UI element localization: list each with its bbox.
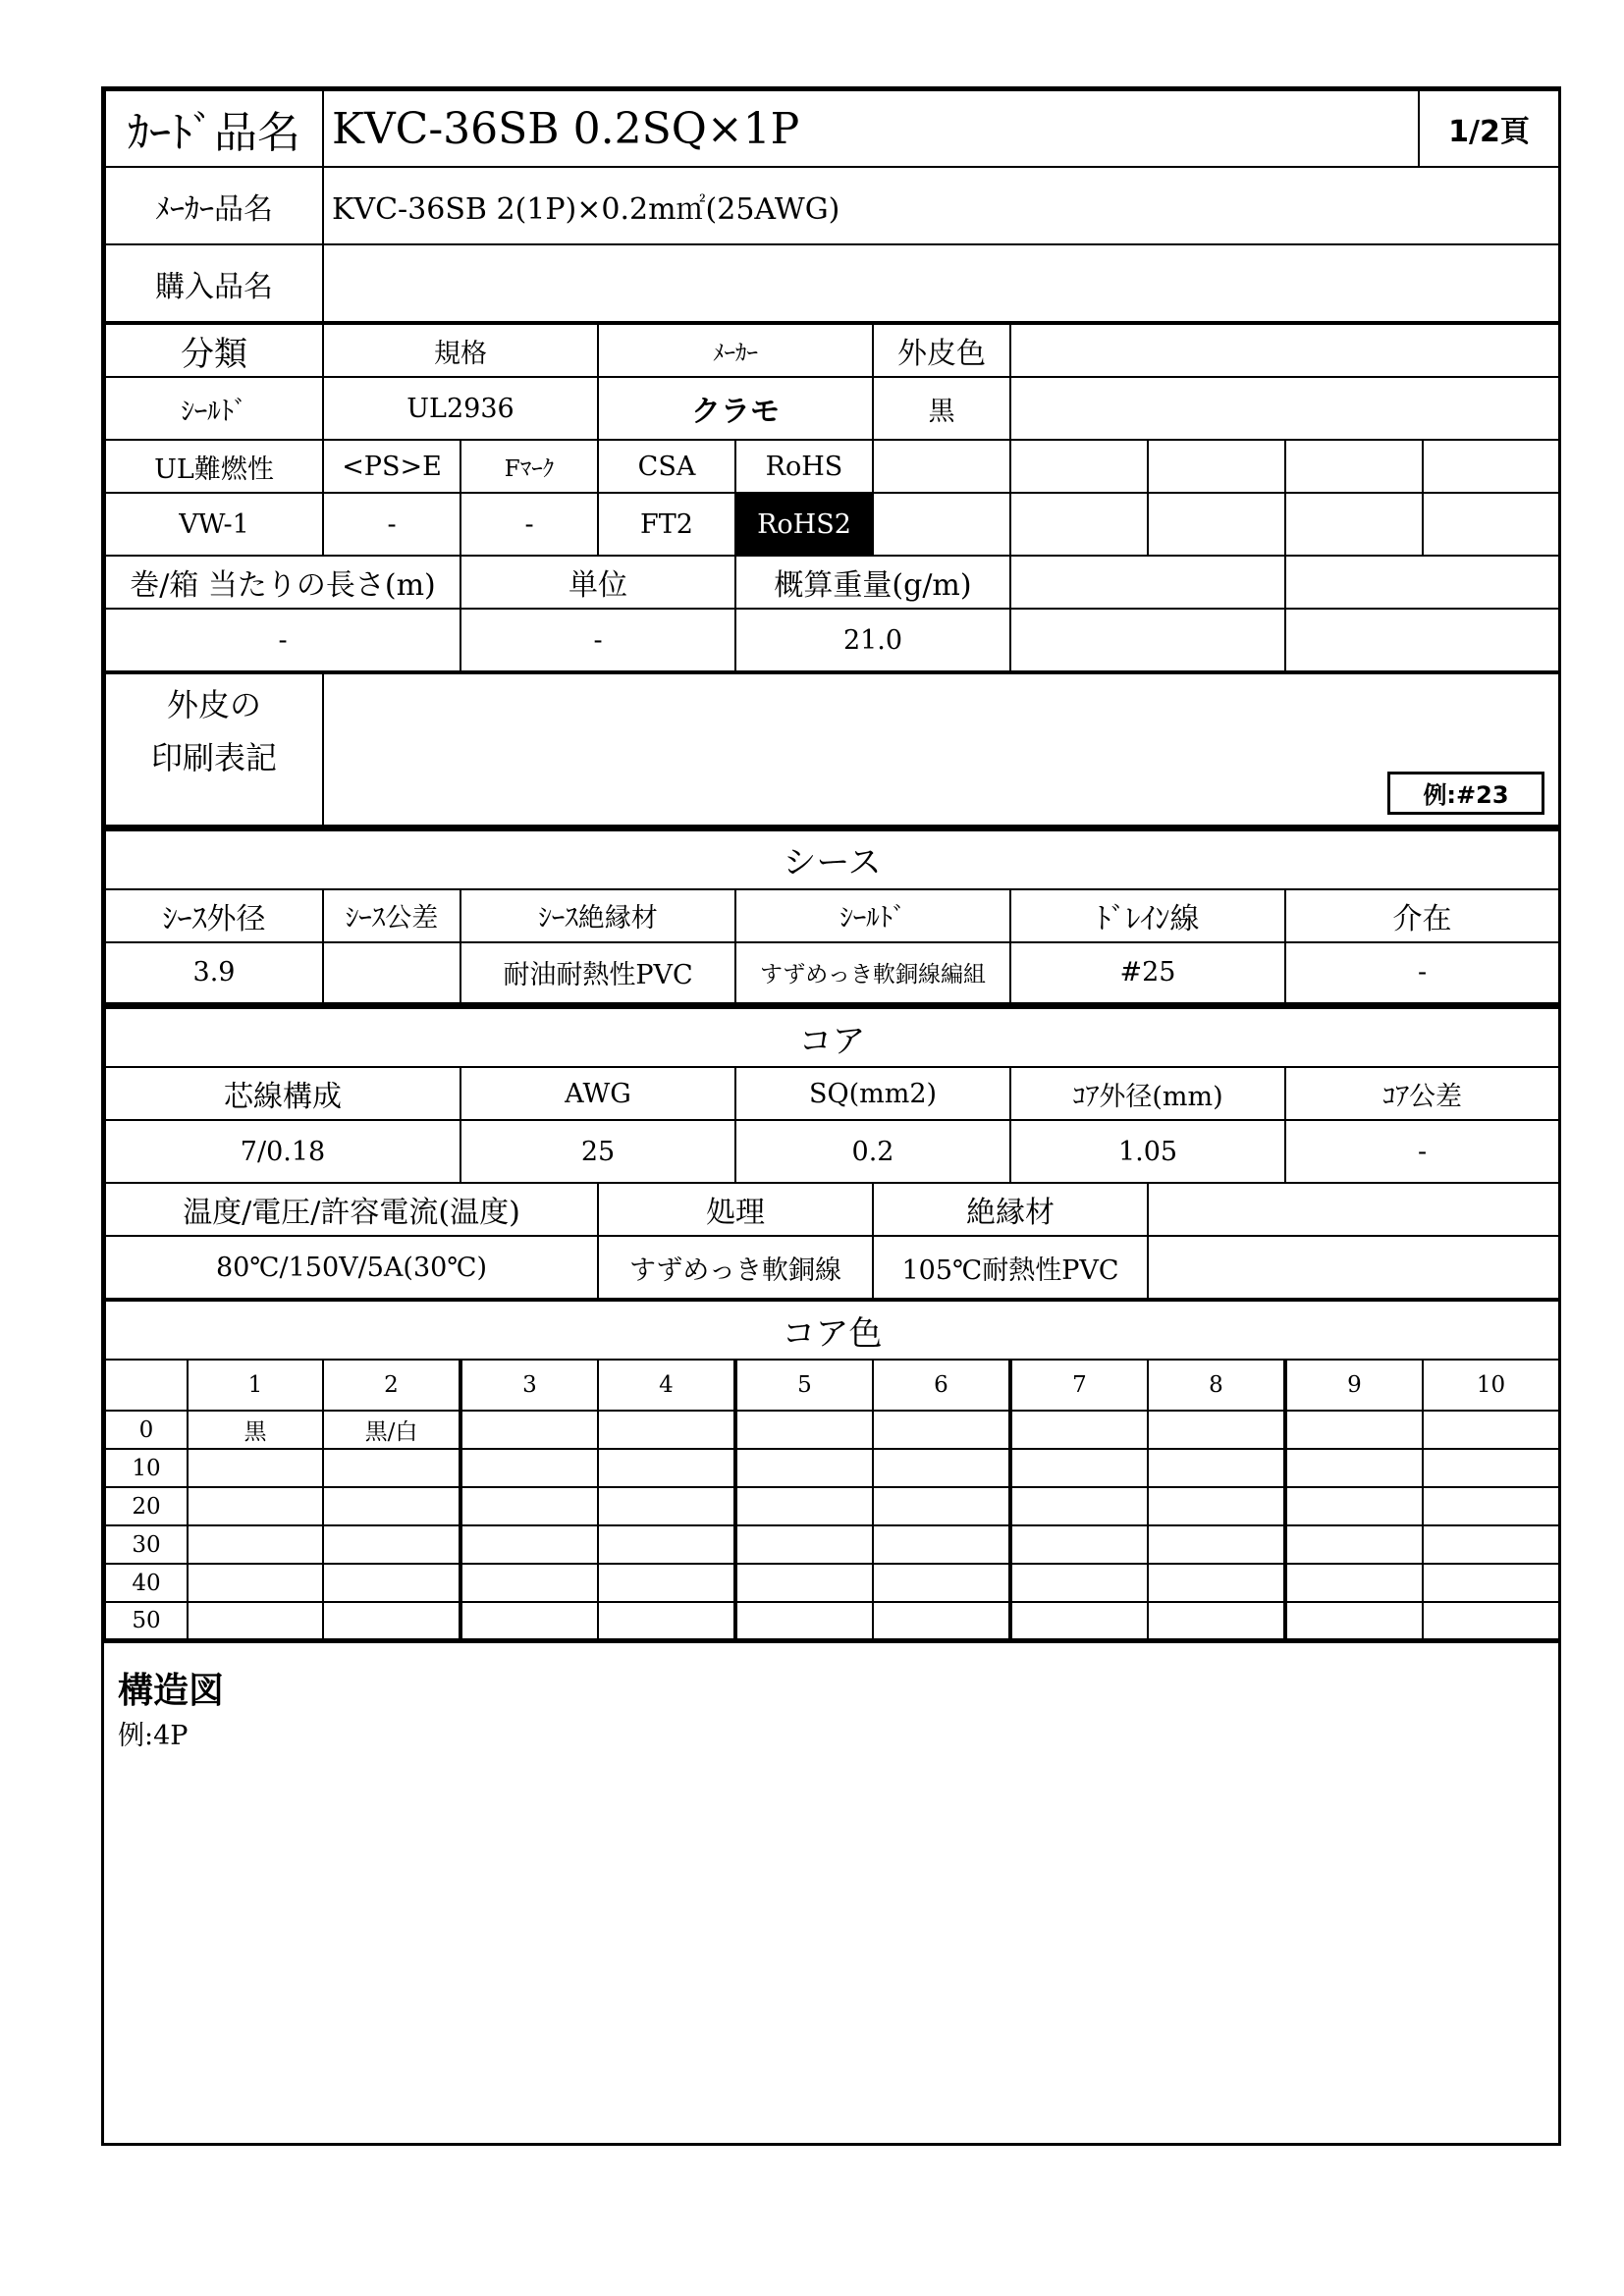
sheath-insulation-label: ｼｰｽ絶縁材 xyxy=(460,889,735,942)
maker-label: ﾒｰｶｰ xyxy=(598,324,873,377)
core-color-cell xyxy=(460,1564,598,1602)
awg-label: AWG xyxy=(460,1067,735,1120)
core-color-column-header: 10 xyxy=(1423,1360,1559,1411)
drain-wire-label: ﾄﾞﾚｲﾝ線 xyxy=(1010,889,1285,942)
classification-value: ｼｰﾙﾄﾞ xyxy=(105,377,323,440)
core-color-cell xyxy=(1148,1449,1285,1487)
core-color-column-header: 2 xyxy=(323,1360,460,1411)
core-color-cell xyxy=(1285,1449,1423,1487)
core-color-cell xyxy=(1285,1564,1423,1602)
core-color-cell xyxy=(1010,1487,1148,1525)
spec-sheet xyxy=(101,86,1561,2146)
core-color-cell xyxy=(1423,1564,1559,1602)
core-color-cell xyxy=(735,1411,873,1449)
structure-example: 例:4P xyxy=(118,1720,189,1751)
purchase-name-label: 購入品名 xyxy=(105,244,323,322)
cert-value-empty-2 xyxy=(1010,493,1148,556)
core-color-table xyxy=(104,1300,1560,1643)
f-mark-label: Fﾏｰｸ xyxy=(460,440,598,493)
length-empty-2 xyxy=(1285,556,1559,609)
core-empty-value xyxy=(1148,1236,1559,1299)
print-example-box: 例:#23 xyxy=(1387,772,1544,815)
core-color-cell xyxy=(323,1487,460,1525)
classification-label: 分類 xyxy=(105,324,323,377)
core-color-cell xyxy=(460,1449,598,1487)
core-color-cell xyxy=(735,1602,873,1640)
f-mark-value: - xyxy=(460,493,598,556)
length-label: 巻/箱 当たりの長さ(m) xyxy=(105,556,460,609)
purchase-name-value xyxy=(323,244,1559,322)
core-color-cell xyxy=(188,1449,323,1487)
core-color-cell xyxy=(598,1564,735,1602)
core-color-column-header: 8 xyxy=(1148,1360,1285,1411)
core-color-cell xyxy=(188,1525,323,1564)
core-color-cell xyxy=(1148,1602,1285,1640)
filler-label: 介在 xyxy=(1285,889,1559,942)
pse-label: <PS>E xyxy=(323,440,460,493)
length-value-empty-1 xyxy=(1010,609,1285,671)
cert-empty-5 xyxy=(1423,440,1559,493)
core-color-cell xyxy=(323,1602,460,1640)
core-color-cell xyxy=(1010,1564,1148,1602)
cert-empty-2 xyxy=(1010,440,1148,493)
core-color-cell xyxy=(1148,1411,1285,1449)
core-color-cell xyxy=(1423,1449,1559,1487)
core-tolerance-value: - xyxy=(1285,1120,1559,1183)
core-color-cell xyxy=(598,1602,735,1640)
length-empty-1 xyxy=(1010,556,1285,609)
pse-value: - xyxy=(323,493,460,556)
sq-value: 0.2 xyxy=(735,1120,1010,1183)
core-color-column-header: 5 xyxy=(735,1360,873,1411)
card-name-value: KVC-36SB 0.2SQ×1P xyxy=(323,90,1419,167)
sheath-insulation-value: 耐油耐熱性PVC xyxy=(460,942,735,1005)
core-color-cell: 黒 xyxy=(188,1411,323,1449)
core-color-cell xyxy=(1423,1411,1559,1449)
core-color-cell xyxy=(873,1525,1010,1564)
cert-value-empty-1 xyxy=(873,493,1010,556)
treatment-label: 処理 xyxy=(598,1183,873,1236)
core-color-cell xyxy=(1010,1525,1148,1564)
conductor-label: 芯線構成 xyxy=(105,1067,460,1120)
core-color-cell xyxy=(873,1564,1010,1602)
maker-name-value: KVC-36SB 2(1P)×0.2m㎡(25AWG) xyxy=(323,167,1559,244)
core-color-cell xyxy=(460,1487,598,1525)
core-color-column-header: 4 xyxy=(598,1360,735,1411)
cert-empty-1 xyxy=(873,440,1010,493)
treatment-value: すずめっき軟銅線 xyxy=(598,1236,873,1299)
cert-value-empty-4 xyxy=(1285,493,1423,556)
print-label-line2: 印刷表記 xyxy=(150,739,277,777)
core-od-label: ｺｱ外径(mm) xyxy=(1010,1067,1285,1120)
core-color-cell xyxy=(323,1449,460,1487)
core-tolerance-label: ｺｱ公差 xyxy=(1285,1067,1559,1120)
core-color-cell xyxy=(1010,1411,1148,1449)
core-color-title: コア色 xyxy=(105,1301,1559,1360)
rohs-label: RoHS xyxy=(735,440,873,493)
classification-empty xyxy=(1010,324,1559,377)
weight-label: 概算重量(g/m) xyxy=(735,556,1010,609)
length-value: - xyxy=(105,609,460,671)
rating-label: 温度/電圧/許容電流(温度) xyxy=(105,1183,598,1236)
core-od-value: 1.05 xyxy=(1010,1120,1285,1183)
core-color-cell xyxy=(873,1411,1010,1449)
core-color-cell xyxy=(1285,1525,1423,1564)
cert-empty-3 xyxy=(1148,440,1285,493)
sheath-od-value: 3.9 xyxy=(105,942,323,1005)
core-title: コア xyxy=(105,1008,1559,1067)
sheath-title: シース xyxy=(105,830,1559,889)
ul-flame-label: UL難燃性 xyxy=(105,440,323,493)
print-label-line1: 外皮の xyxy=(166,686,261,723)
sheath-tolerance-label: ｼｰｽ公差 xyxy=(323,889,460,942)
standard-label: 規格 xyxy=(323,324,598,377)
rohs-value: RoHS2 xyxy=(735,493,873,556)
core-color-column-header: 3 xyxy=(460,1360,598,1411)
standard-value: UL2936 xyxy=(323,377,598,440)
classification-empty-value xyxy=(1010,377,1559,440)
structure-title: 構造図 xyxy=(118,1670,225,1711)
core-color-cell xyxy=(873,1487,1010,1525)
core-color-cell xyxy=(598,1411,735,1449)
print-value xyxy=(323,673,1559,827)
core-color-cell xyxy=(1423,1602,1559,1640)
csa-value: FT2 xyxy=(598,493,735,556)
unit-value: - xyxy=(460,609,735,671)
core-color-cell xyxy=(323,1525,460,1564)
core-color-cell xyxy=(873,1449,1010,1487)
core-color-row-label: 20 xyxy=(105,1487,188,1525)
core-color-cell xyxy=(735,1525,873,1564)
jacket-color-value: 黒 xyxy=(873,377,1010,440)
core-color-corner xyxy=(105,1360,188,1411)
core-color-column-header: 7 xyxy=(1010,1360,1148,1411)
core-color-cell xyxy=(1010,1602,1148,1640)
unit-label: 単位 xyxy=(460,556,735,609)
core-color-cell: 黒/白 xyxy=(323,1411,460,1449)
core-color-cell xyxy=(188,1487,323,1525)
cert-empty-4 xyxy=(1285,440,1423,493)
core-color-column-header: 1 xyxy=(188,1360,323,1411)
core-color-row-label: 40 xyxy=(105,1564,188,1602)
core-color-cell xyxy=(1285,1487,1423,1525)
core-color-row-label: 10 xyxy=(105,1449,188,1487)
core-color-cell xyxy=(735,1564,873,1602)
header-table xyxy=(104,89,1560,323)
rating-value: 80℃/150V/5A(30℃) xyxy=(105,1236,598,1299)
core-color-cell xyxy=(1285,1411,1423,1449)
conductor-value: 7/0.18 xyxy=(105,1120,460,1183)
core-color-cell xyxy=(1285,1602,1423,1640)
filler-value: - xyxy=(1285,942,1559,1005)
csa-label: CSA xyxy=(598,440,735,493)
maker-value: クラモ xyxy=(598,377,873,440)
core-color-cell xyxy=(1010,1449,1148,1487)
core-color-cell xyxy=(1423,1525,1559,1564)
core-color-cell xyxy=(735,1449,873,1487)
insulation-label: 絶縁材 xyxy=(873,1183,1148,1236)
core-color-row-label: 0 xyxy=(105,1411,188,1449)
core-color-column-header: 6 xyxy=(873,1360,1010,1411)
core-color-cell xyxy=(1148,1525,1285,1564)
cert-value-empty-5 xyxy=(1423,493,1559,556)
jacket-color-label: 外皮色 xyxy=(873,324,1010,377)
insulation-value: 105℃耐熱性PVC xyxy=(873,1236,1148,1299)
core-color-row-label: 30 xyxy=(105,1525,188,1564)
core-color-cell xyxy=(323,1564,460,1602)
structure-area xyxy=(104,1643,1558,2121)
core-color-cell xyxy=(735,1487,873,1525)
core-color-row-label: 50 xyxy=(105,1602,188,1640)
core-color-cell xyxy=(1148,1564,1285,1602)
core-color-column-header: 9 xyxy=(1285,1360,1423,1411)
sheath-od-label: ｼｰｽ外径 xyxy=(105,889,323,942)
core-color-cell xyxy=(873,1602,1010,1640)
print-label xyxy=(105,673,323,827)
shield-value: すずめっき軟銅線編組 xyxy=(735,942,1010,1005)
core-color-cell xyxy=(460,1525,598,1564)
cert-value-empty-3 xyxy=(1148,493,1285,556)
core-color-cell xyxy=(598,1487,735,1525)
core-table xyxy=(104,1007,1560,1300)
print-table xyxy=(104,672,1560,829)
core-color-cell xyxy=(1423,1487,1559,1525)
core-color-cell xyxy=(460,1602,598,1640)
core-empty-label xyxy=(1148,1183,1559,1236)
core-color-cell xyxy=(460,1411,598,1449)
awg-value: 25 xyxy=(460,1120,735,1183)
sheath-table xyxy=(104,829,1560,1008)
drain-wire-value: #25 xyxy=(1010,942,1285,1005)
ul-flame-value: VW-1 xyxy=(105,493,323,556)
shield-label: ｼｰﾙﾄﾞ xyxy=(735,889,1010,942)
sq-label: SQ(mm2) xyxy=(735,1067,1010,1120)
core-color-cell xyxy=(188,1564,323,1602)
weight-value: 21.0 xyxy=(735,609,1010,671)
core-color-cell xyxy=(598,1525,735,1564)
core-color-cell xyxy=(598,1449,735,1487)
core-color-cell xyxy=(188,1602,323,1640)
core-color-cell xyxy=(1148,1487,1285,1525)
page-number: 1/2頁 xyxy=(1419,90,1559,167)
card-name-label: ｶｰﾄﾞ品名 xyxy=(105,90,323,167)
maker-name-label: ﾒｰｶｰ品名 xyxy=(105,167,323,244)
length-value-empty-2 xyxy=(1285,609,1559,671)
classification-table xyxy=(104,323,1560,672)
sheath-tolerance-value xyxy=(323,942,460,1005)
